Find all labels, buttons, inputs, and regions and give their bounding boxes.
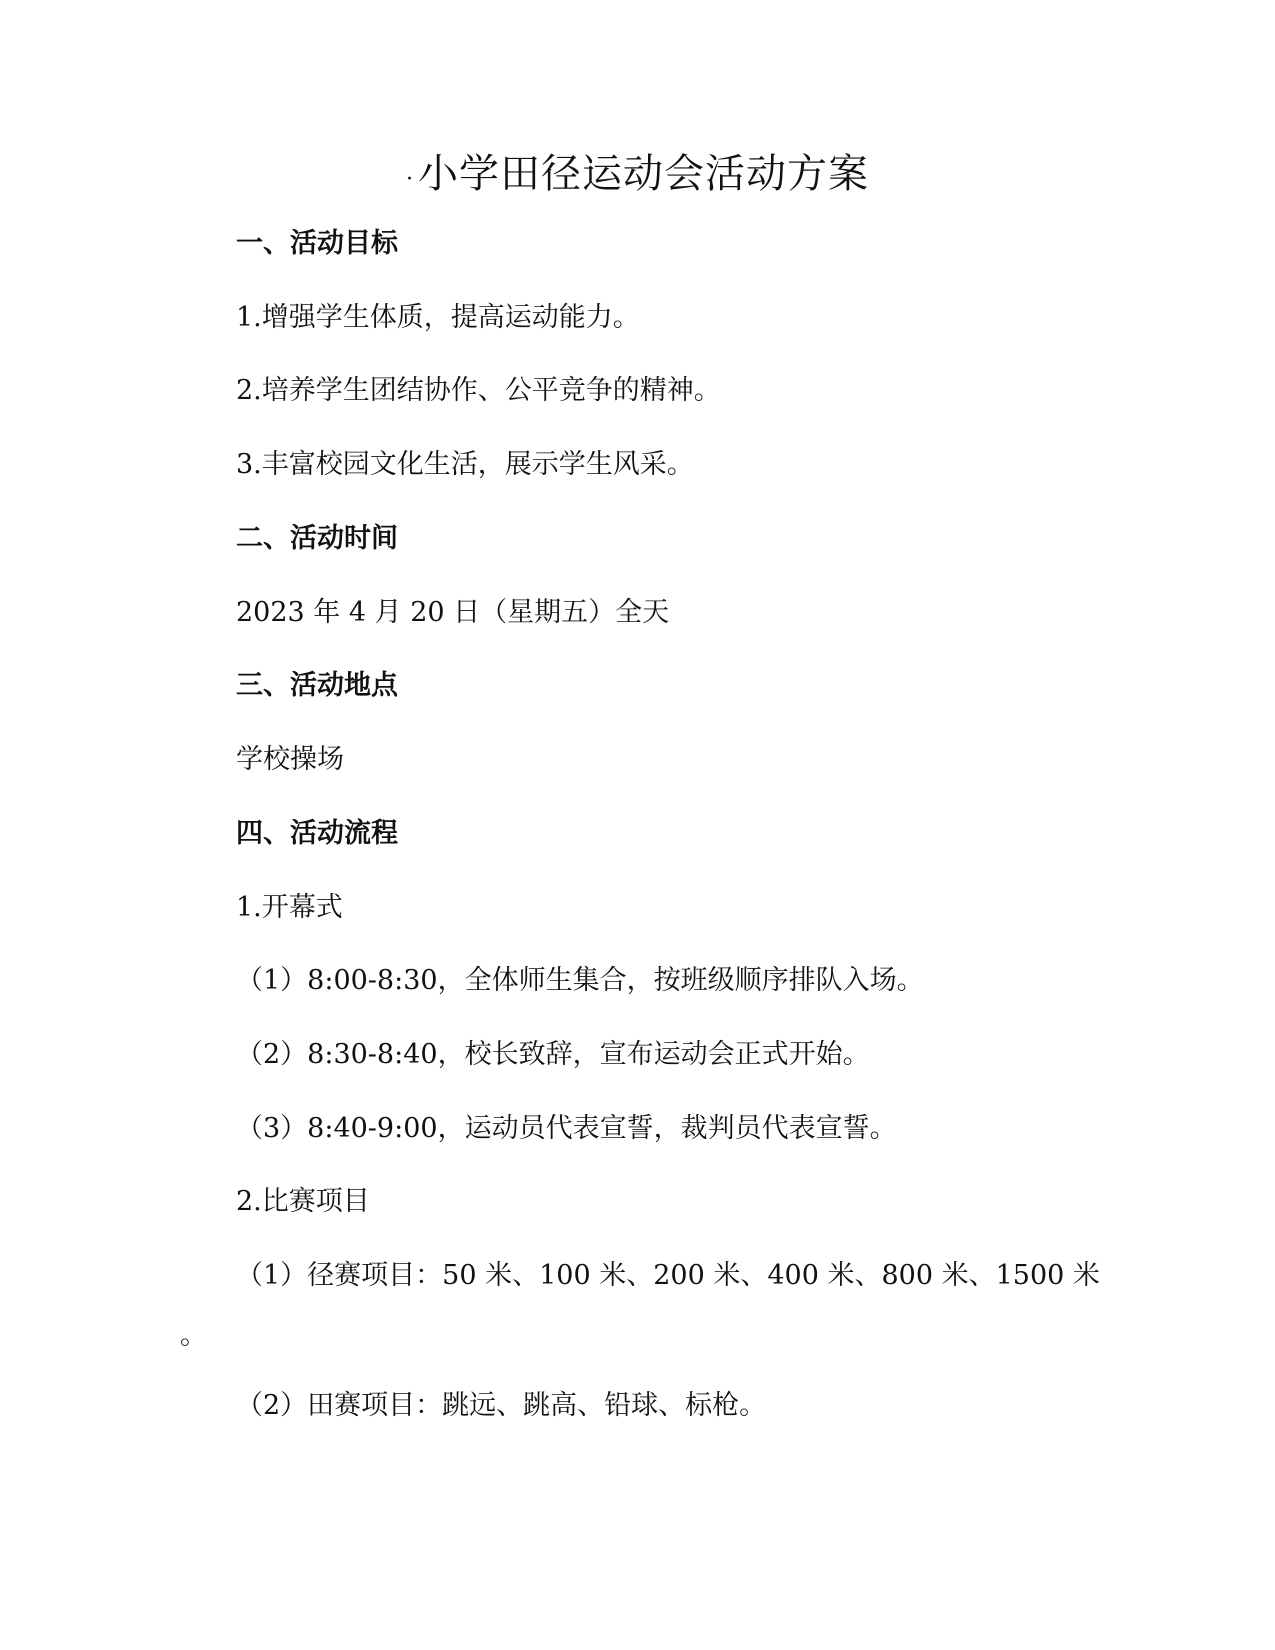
section-heading-time: 二、活动时间 <box>236 523 398 554</box>
activity-place: 学校操场 <box>236 744 344 775</box>
opening-item-2: （2）8:30-8:40，校长致辞，宣布运动会正式开始。 <box>236 1039 870 1070</box>
opening-item-3: （3）8:40-9:00，运动员代表宣誓，裁判员代表宣誓。 <box>236 1113 897 1144</box>
goal-item-2: 2.培养学生团结协作、公平竞争的精神。 <box>236 375 721 406</box>
document-title: 小学田径运动会活动方案 <box>418 151 869 197</box>
goal-item-3: 3.丰富校园文化生活，展示学生风采。 <box>236 449 694 480</box>
section-heading-goals: 一、活动目标 <box>236 228 398 259</box>
events-track-tail: 。 <box>180 1320 207 1351</box>
document-title-block <box>0 146 1275 202</box>
opening-item-1: （1）8:00-8:30，全体师生集合，按班级顺序排队入场。 <box>236 965 924 996</box>
opening-title: 1.开幕式 <box>236 892 343 923</box>
activity-time: 2023 年 4 月 20 日（星期五）全天 <box>236 597 670 628</box>
title-mark: · <box>406 167 414 192</box>
section-heading-process: 四、活动流程 <box>236 818 398 849</box>
events-title: 2.比赛项目 <box>236 1186 370 1217</box>
events-track: （1）径赛项目：50 米、100 米、200 米、400 米、800 米、1500 米 <box>236 1260 1100 1291</box>
section-heading-place: 三、活动地点 <box>236 670 398 701</box>
events-field: （2）田赛项目：跳远、跳高、铅球、标枪。 <box>236 1390 767 1421</box>
goal-item-1: 1.增强学生体质，提高运动能力。 <box>236 302 640 333</box>
